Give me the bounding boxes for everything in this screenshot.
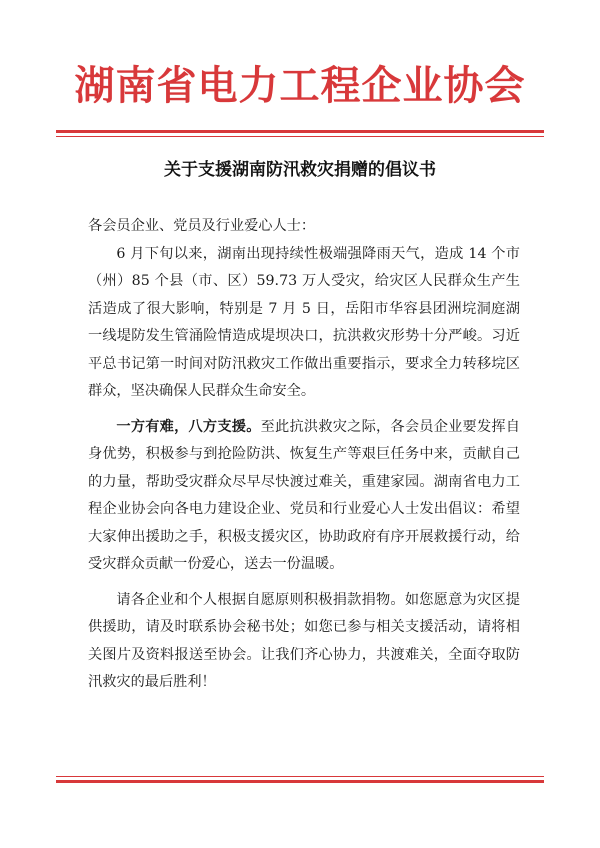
paragraph-situation: 6 月下旬以来，湖南出现持续性极端强降雨天气，造成 14 个市（州）85 个县（市、区）59.73 万人受灾，给灾区人民群众生产生活造成了很大影响，特别是 7 月 5 日，岳阳市华容县团洲垸洞庭湖一线堤防发生管涌险情造成堤坝决口，抗洪救灾形势十分严峻。习近平总书记第一时间对防汛救灾工作做出重要指示，要求全力转移垸区群众，坚决确保人民群众生命安全。: [88, 245, 520, 399]
salutation: 各会员企业、党员及行业爱心人士：: [88, 218, 316, 234]
paragraph-donation-request: 请各企业和个人根据自愿原则积极捐款捐物。如您愿意为灾区提供援助，请及时联系协会秘书处；如您已参与相关支援活动，请将相关图片及资料报送至协会。让我们齐心协力，共渡难关，全面夺取防汛救灾的最后胜利！: [88, 591, 520, 690]
footer-rule-thin: [56, 776, 544, 777]
footer-rule-thick: [56, 780, 544, 783]
document-body: [88, 213, 520, 697]
paragraph-appeal-body: 至此抗洪救灾之际，各会员企业要发挥自身优势，积极参与到抢险防洪、恢复生产等艰巨任务中来，贡献自己的力量，帮助受灾群众尽早尽快渡过难关，重建家园。湖南省电力工程企业协会向各电力建设企业、党员和行业爱心人士发出倡议：希望大家伸出援助之手，积极支援灾区，协助政府有序开展救援行动，给受灾群众贡献一份爱心，送去一份温暖。: [88, 418, 520, 572]
letterhead-rule-top-thick: [56, 130, 544, 133]
letterhead-title: 湖南省电力工程企业协会: [74, 63, 526, 109]
document-title: 关于支援湖南防汛救灾捐赠的倡议书: [164, 160, 436, 180]
letterhead-rule-top-thin: [56, 136, 544, 137]
paragraph-appeal: [88, 414, 520, 579]
paragraph-appeal-lead: 一方有难，八方支援。: [116, 418, 261, 435]
